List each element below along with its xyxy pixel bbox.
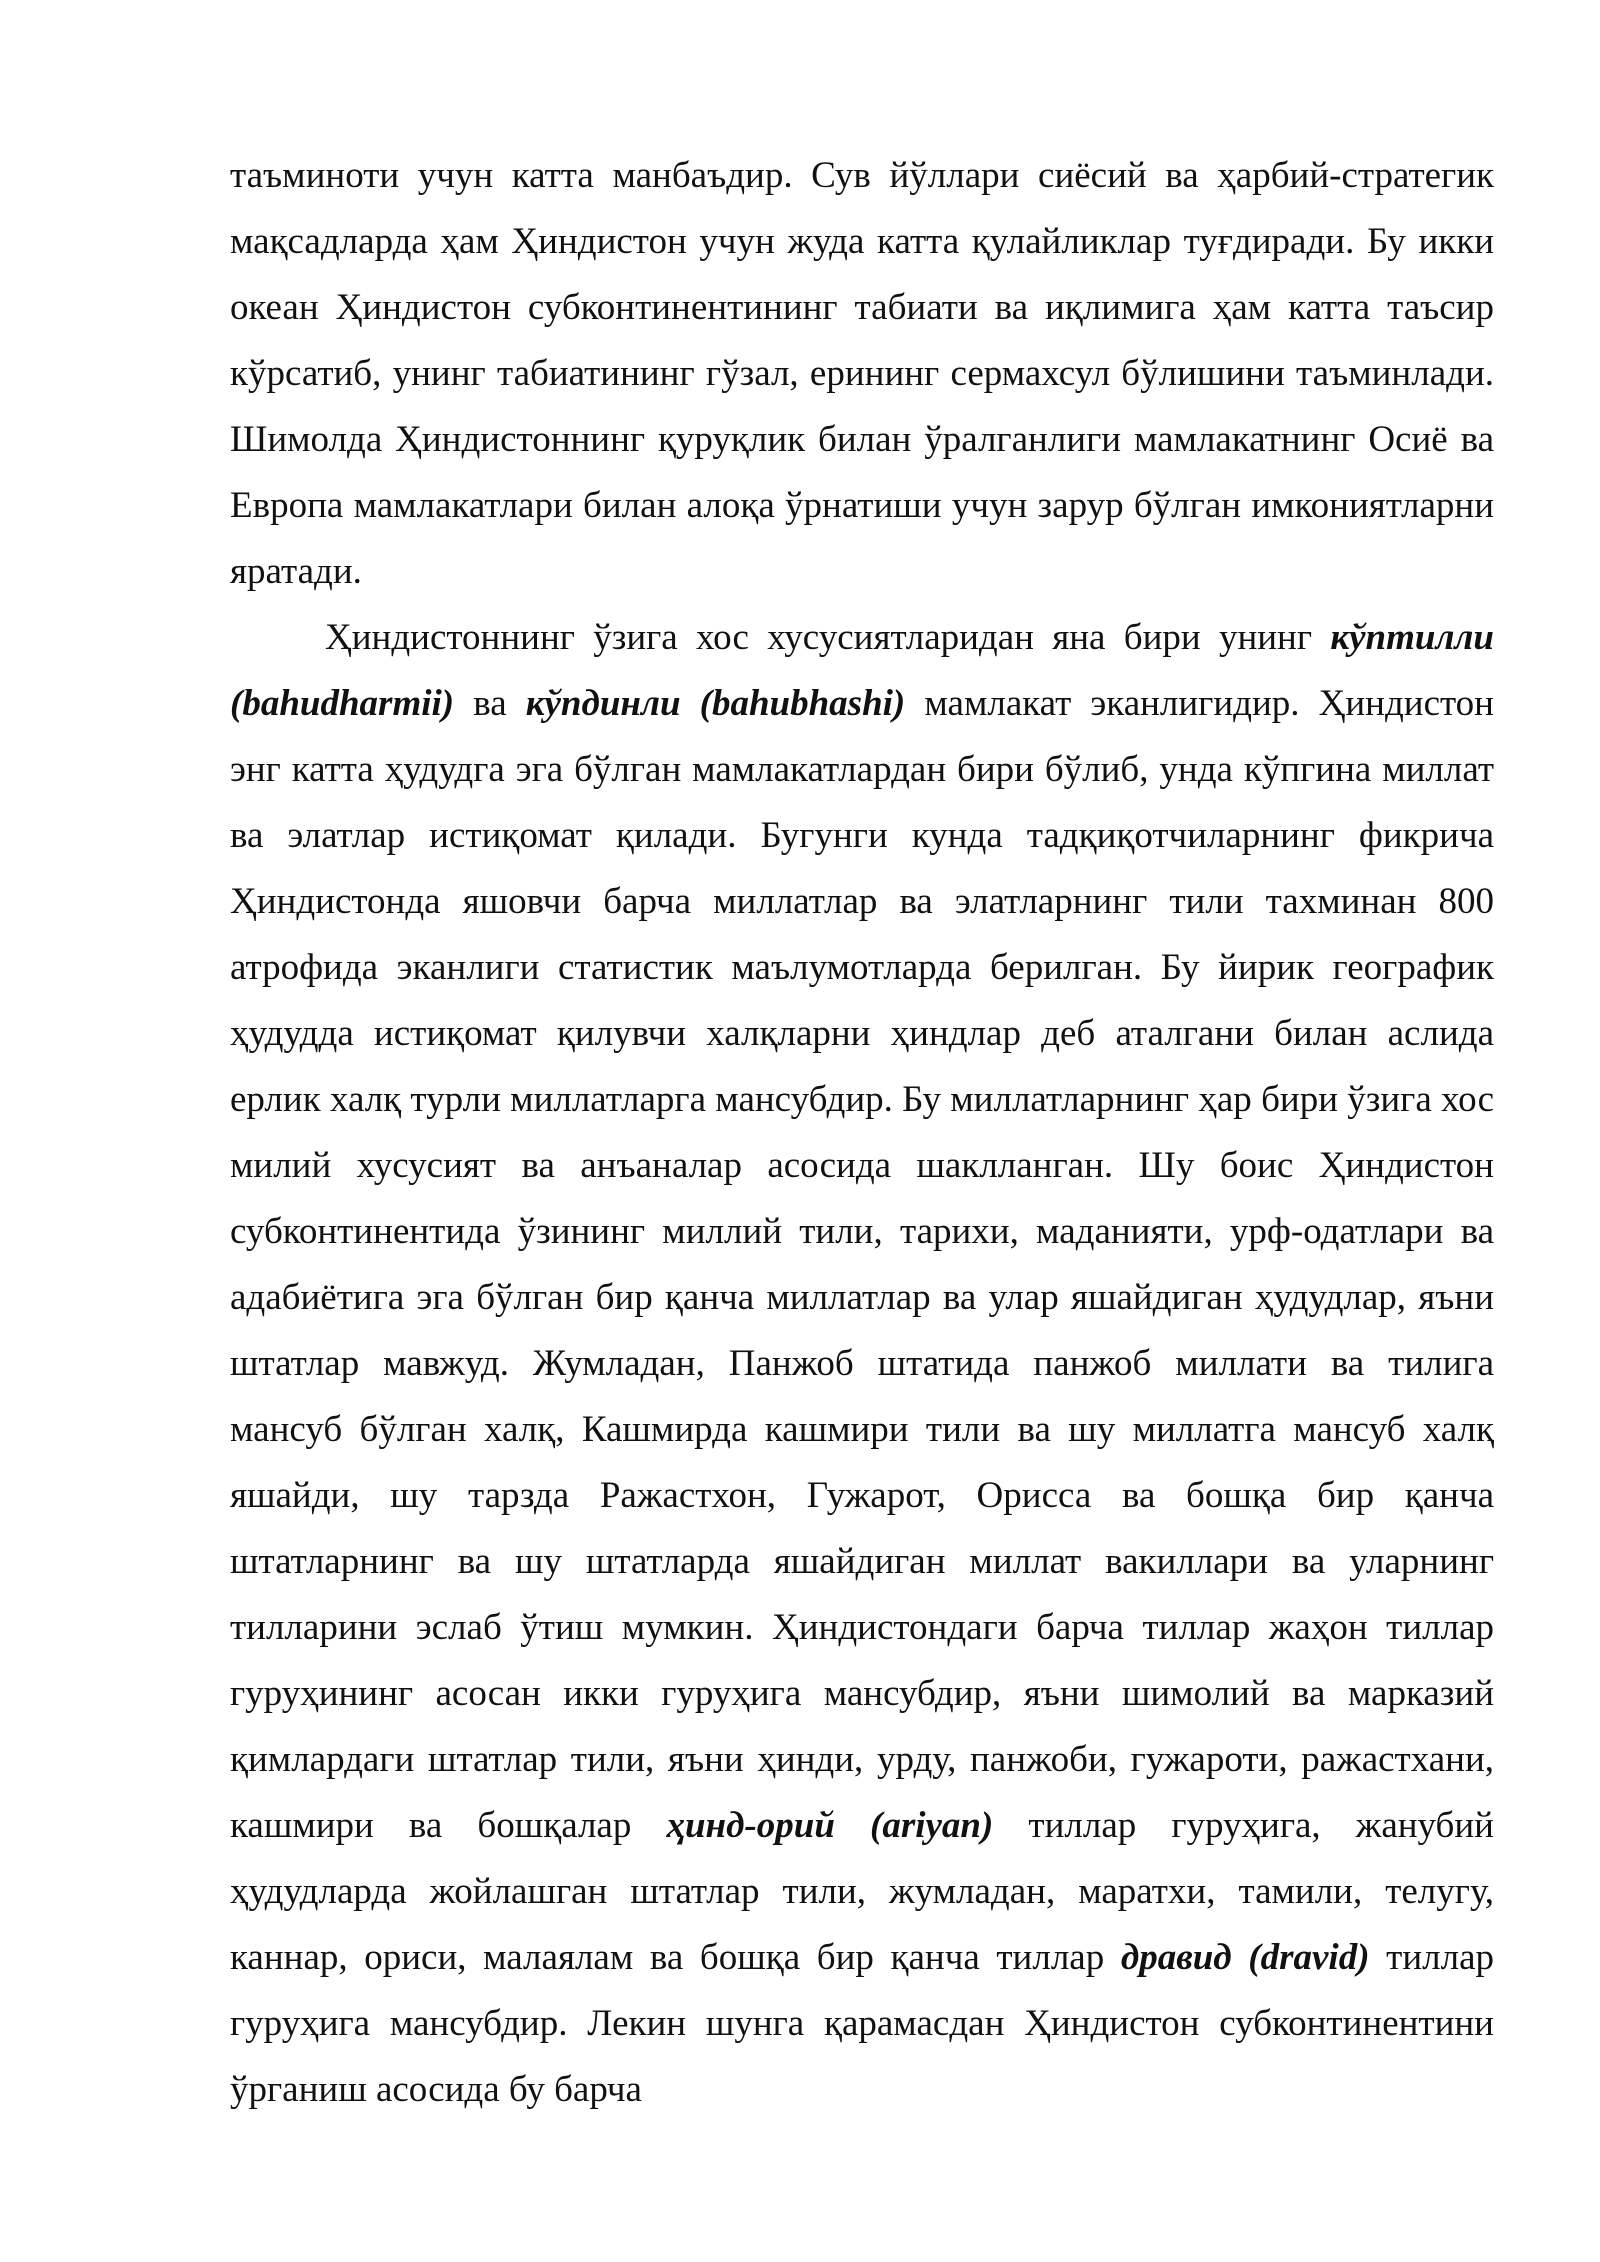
paragraph-text: Ҳиндистоннинг ўзига хос хусусиятларидан яна бири унинг bbox=[325, 617, 1331, 658]
paragraph-text: ва bbox=[454, 683, 526, 724]
paragraph-text: мамлакат эканлигидир. Ҳиндистон энг катта ҳудудга эга бўлган мамлакатлардан бири бўлиб, унда кўпгина миллат ва элатлар истиқомат қилади. Бугунги кунда тадқиқотчиларнинг фикрича Ҳиндистонда яшовчи барча миллатлар ва элатларнинг тили тахминан 800 атрофида эканлиги статистик маълумотларда берилган. Бу йирик географик ҳудудда истиқомат қилувчи халқларни ҳиндлар деб аталгани билан аслида ерлик халқ турли миллатларга мансубдир. Бу миллатларнинг ҳар бири ўзига хос милий хусусият ва анъаналар асосида шаклланган. Шу боис Ҳиндистон субконтинентида ўзининг миллий тили, тарихи, маданияти, урф-одатлари ва адабиётига эга бўлган бир қанча миллатлар ва улар яшайдиган ҳудудлар, яъни штатлар мавжуд. Жумладан, Панжоб штатида панжоб миллати ва тилига мансуб бўлган халқ, Кашмирда кашмири тили ва шу миллатга мансуб халқ яшайди, шу тарзда Ражастхон, Гужарот, Орисса ва бошқа бир қанча штатларнинг ва шу штатларда яшайдиган миллат вакиллари ва уларнинг тилларини эслаб ўтиш мумкин. Ҳиндистондаги барча тиллар жаҳон тиллар гуруҳининг асосан икки гуруҳига мансубдир, яъни шимолий ва марказий қимлардаги штатлар тили, яъни ҳинди, урду, панжоби, гужароти, ражастхани, кашмири ва бошқалар bbox=[230, 683, 1494, 1846]
term-indo-aryan: ҳинд-орий (ariyan) bbox=[666, 1805, 994, 1846]
term-multilingual: кўптилли (bahudharmii) bbox=[230, 617, 1494, 724]
paragraph-text: таъминоти учун катта манбаъдир. Сув йўллари сиёсий ва ҳарбий-стратегик мақсадларда ҳам Ҳиндистон учун жуда катта қулайликлар туғдиради. Бу икки океан Ҳиндистон субконтинентининг табиати ва иқлимига ҳам катта таъсир кўрсатиб, унинг табиатининг гўзал, ерининг сермахсул бўлишини таъминлади. Шимолда Ҳиндистоннинг қуруқлик билан ўралганлиги мамлакатнинг Осиё ва Европа мамлакатлари билан алоқа ўрнатиши учун зарур бўлган имкониятларни яратади. bbox=[230, 155, 1494, 592]
term-dravidian: дравид (dravid) bbox=[1120, 1937, 1370, 1978]
paragraph-text: тиллар гуруҳига мансубдир. Лекин шунга қарамасдан Ҳиндистон субконтинентини ўрганиш асосида бу барча bbox=[230, 1937, 1494, 2110]
term-multireligious: кўпдинли (bahubhashi) bbox=[525, 683, 906, 724]
paragraph-intro bbox=[230, 143, 1494, 605]
paragraph-text: тиллар гуруҳига, жанубий ҳудудларда жойлашган штатлар тили, жумладан, маратхи, тамили, телугу, каннар, ориси, малаялам ва бошқа бир қанча тиллар bbox=[230, 1805, 1494, 1978]
paragraph-languages bbox=[230, 605, 1494, 2123]
document-page bbox=[230, 143, 1494, 2123]
